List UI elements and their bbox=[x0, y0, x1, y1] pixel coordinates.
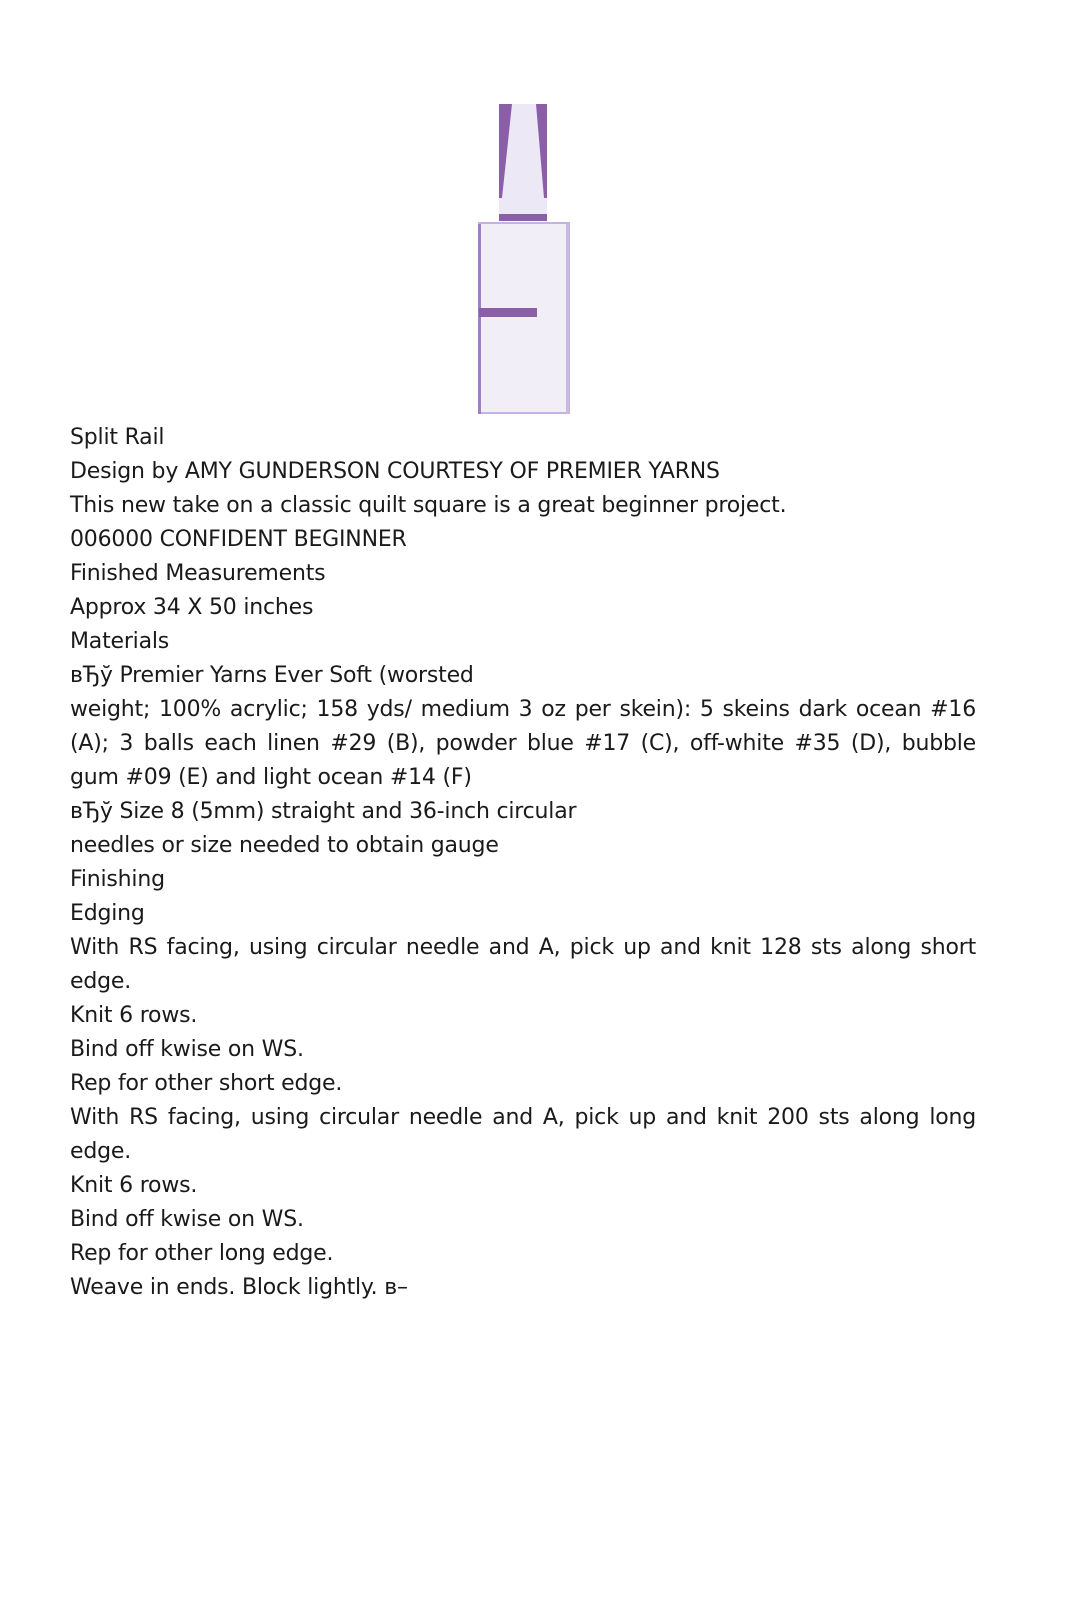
top-bar bbox=[499, 214, 547, 221]
lower-panel bbox=[479, 223, 569, 413]
instruction-bind-off-2: Bind off kwise on WS. bbox=[70, 1207, 304, 1232]
pattern-text bbox=[70, 421, 976, 1305]
materials-line-3: вЂў Size 8 (5mm) straight and 36-inch circular bbox=[70, 799, 577, 824]
section-heading-edging: Edging bbox=[70, 901, 145, 926]
materials-line-4: needles or size needed to obtain gauge bbox=[70, 833, 499, 858]
instruction-knit-rows-2: Knit 6 rows. bbox=[70, 1173, 198, 1198]
instruction-long-edge: With RS facing, using circular needle and A, pick up and knit 200 sts along long edge. bbox=[70, 1105, 976, 1164]
lower-left-edge bbox=[478, 224, 481, 414]
pattern-title: Split Rail bbox=[70, 425, 165, 450]
instruction-short-edge: With RS facing, using circular needle and A, pick up and knit 128 sts along short edge. bbox=[70, 935, 976, 994]
lower-right-edge bbox=[566, 224, 569, 414]
instruction-repeat-short: Rep for other short edge. bbox=[70, 1071, 343, 1096]
designer-credit: Design by AMY GUNDERSON COURTESY OF PREMIER YARNS bbox=[70, 459, 720, 484]
section-heading-measurements: Finished Measurements bbox=[70, 561, 326, 586]
section-heading-materials: Materials bbox=[70, 629, 170, 654]
lower-bar bbox=[479, 308, 537, 317]
instruction-bind-off-1: Bind off kwise on WS. bbox=[70, 1037, 304, 1062]
description: This new take on a classic quilt square is a great beginner project. bbox=[70, 493, 787, 518]
materials-line-1: вЂў Premier Yarns Ever Soft (worsted bbox=[70, 663, 474, 688]
quilt-square-diagram-icon bbox=[478, 104, 572, 424]
instruction-knit-rows-1: Knit 6 rows. bbox=[70, 1003, 198, 1028]
instruction-repeat-long: Rep for other long edge. bbox=[70, 1241, 334, 1266]
measurements: Approx 34 X 50 inches bbox=[70, 595, 314, 620]
skill-level: 006000 CONFIDENT BEGINNER bbox=[70, 527, 407, 552]
instruction-weave-block: Weave in ends. Block lightly. в– bbox=[70, 1275, 408, 1300]
materials-line-2: weight; 100% acrylic; 158 yds/ medium 3 oz per skein): 5 skeins dark ocean #16 (A); 3 balls each linen #29 (B), powder blue #17 (C), off-white #35 (D), bubble gum #09 (E) and light ocean #14 (F) bbox=[70, 697, 976, 790]
section-heading-finishing: Finishing bbox=[70, 867, 165, 892]
quilt-diagram-svg bbox=[478, 104, 572, 424]
